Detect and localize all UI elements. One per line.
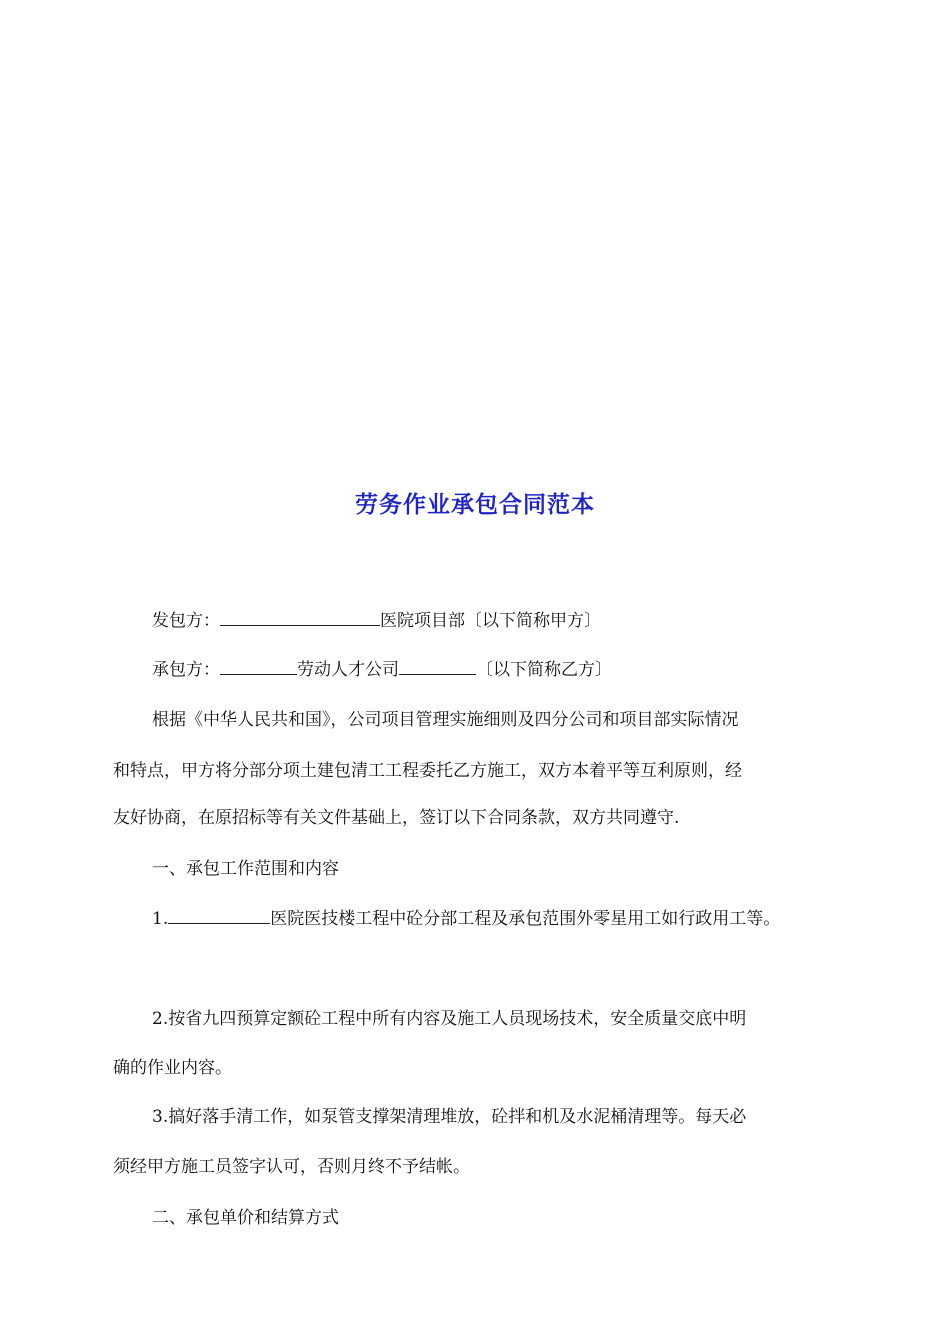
item3-line-2: 须经甲方施工员签字认可，否则月终不予结帐。 [113, 1157, 470, 1177]
item1-blank [168, 908, 270, 924]
item3-line-1: 3.搞好落手清工作，如泵管支撑架清理堆放，砼拌和机及水泥桶清理等。每天必 [152, 1107, 747, 1127]
party-b-blank-left [220, 659, 297, 675]
item2-line-2: 确的作业内容。 [113, 1058, 232, 1078]
party-b-label: 承包方： [152, 660, 220, 680]
intro-line-1: 根据《中华人民共和国》，公司项目管理实施细则及四分公司和项目部实际情况 [152, 710, 739, 730]
party-a-suffix: 医院项目部〔以下简称甲方〕 [380, 611, 601, 631]
section2-heading: 二、承包单价和结算方式 [152, 1208, 339, 1228]
item1-text: 医院医技楼工程中砼分部工程及承包范围外零星用工如行政用工等。 [270, 909, 781, 929]
party-b-blank-right [399, 659, 476, 675]
party-b-line [152, 659, 612, 680]
item1-line [152, 908, 780, 929]
intro-line-3: 友好协商，在原招标等有关文件基础上，签订以下合同条款，双方共同遵守. [113, 808, 680, 828]
item2-line-1: 2.按省九四预算定额砼工程中所有内容及施工人员现场技术，安全质量交底中明 [152, 1009, 747, 1029]
party-b-suffix: 〔以下简称乙方〕 [476, 660, 612, 680]
section1-heading: 一、承包工作范围和内容 [152, 859, 339, 879]
intro-line-2: 和特点，甲方将分部分项土建包清工工程委托乙方施工，双方本着平等互利原则，经 [113, 761, 742, 781]
party-a-label: 发包方： [152, 611, 220, 631]
party-b-name: 劳动人才公司 [297, 660, 399, 680]
party-a-blank [220, 610, 380, 626]
item1-prefix: 1. [152, 909, 169, 929]
document-title: 劳务作业承包合同范本 [355, 492, 595, 518]
party-a-line [152, 610, 601, 631]
